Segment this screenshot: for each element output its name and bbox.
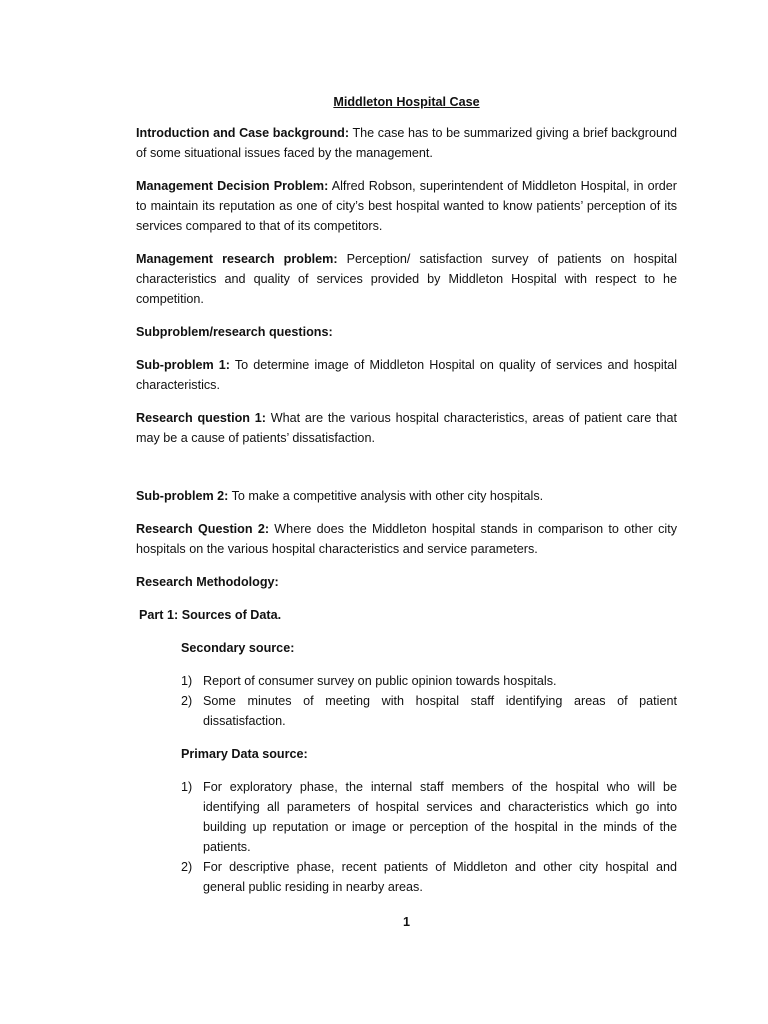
- mrp-paragraph: [136, 249, 677, 309]
- list-number: 2): [181, 860, 193, 874]
- list-number: 1): [181, 780, 193, 794]
- intro-paragraph: [136, 123, 677, 163]
- part-1-heading: Part 1: Sources of Data.: [139, 608, 282, 622]
- sub-problem-1-label: Sub-problem 1:: [136, 358, 230, 372]
- methodology-heading: Research Methodology:: [136, 575, 279, 589]
- mrp-text: Perception/ satisfaction survey of patients on hospital characteristics and quality of services provided by Middleton Hospital with respect to he competition.: [136, 252, 677, 306]
- sub-problem-2-text: To make a competitive analysis with other city hospitals.: [228, 489, 544, 503]
- mdp-text: Alfred Robson, superintendent of Middleton Hospital, in order to maintain its reputation as one of city’s best hospital wanted to know patients’ perception of its services compared to that of its competitors.: [136, 179, 678, 233]
- intro-text: The case has to be summarized giving a brief background of some situational issues faced by the management.: [136, 126, 677, 160]
- document-title: Middleton Hospital Case: [333, 95, 480, 109]
- list-item-text: For descriptive phase, recent patients of Middleton and other city hospital and general public residing in nearby areas.: [203, 860, 677, 894]
- list-item: [181, 857, 677, 897]
- sub-problem-1-paragraph: [136, 355, 677, 395]
- subproblems-heading: Subproblem/research questions:: [136, 325, 333, 339]
- intro-label: Introduction and Case background:: [136, 126, 350, 140]
- secondary-source-list: [181, 671, 677, 731]
- list-number: 1): [181, 674, 193, 688]
- list-item-text: Some minutes of meeting with hospital staff identifying areas of patient dissatisfaction.: [203, 694, 677, 728]
- mdp-label: Management Decision Problem:: [136, 179, 329, 193]
- research-question-2-paragraph: [136, 519, 677, 559]
- list-number: 2): [181, 694, 193, 708]
- sub-problem-2-label: Sub-problem 2:: [136, 489, 229, 503]
- sub-problem-1-text: To determine image of Middleton Hospital on quality of services and hospital characteristics.: [136, 358, 677, 392]
- list-item: [181, 691, 677, 731]
- sub-problem-2-paragraph: [136, 486, 677, 506]
- mrp-label: Management research problem:: [136, 252, 338, 266]
- research-question-2-text: Where does the Middleton hospital stands in comparison to other city hospitals on the various hospital characteristics and service parameters.: [136, 522, 678, 556]
- document-page: [136, 92, 678, 929]
- primary-source-list: [181, 777, 677, 897]
- list-item: [181, 671, 677, 691]
- research-question-1-paragraph: [136, 408, 677, 448]
- blank-line: [136, 461, 677, 486]
- secondary-source-heading: Secondary source:: [181, 641, 295, 655]
- list-item-text: For exploratory phase, the internal staff members of the hospital who will be identifying all parameters of hospital services and characteristics which go into building up reputation or image or perception of the hospital in the minds of the patients.: [203, 780, 677, 854]
- mdp-paragraph: [136, 176, 677, 236]
- page-number: 1: [402, 915, 410, 929]
- research-question-1-text: What are the various hospital characteristics, areas of patient care that may be a cause of patients’ dissatisfaction.: [136, 411, 677, 445]
- primary-source-heading: Primary Data source:: [181, 747, 308, 761]
- list-item: [181, 777, 677, 857]
- research-question-2-label: Research Question 2:: [136, 522, 270, 536]
- list-item-text: Report of consumer survey on public opinion towards hospitals.: [203, 674, 557, 688]
- research-question-1-label: Research question 1:: [136, 411, 266, 425]
